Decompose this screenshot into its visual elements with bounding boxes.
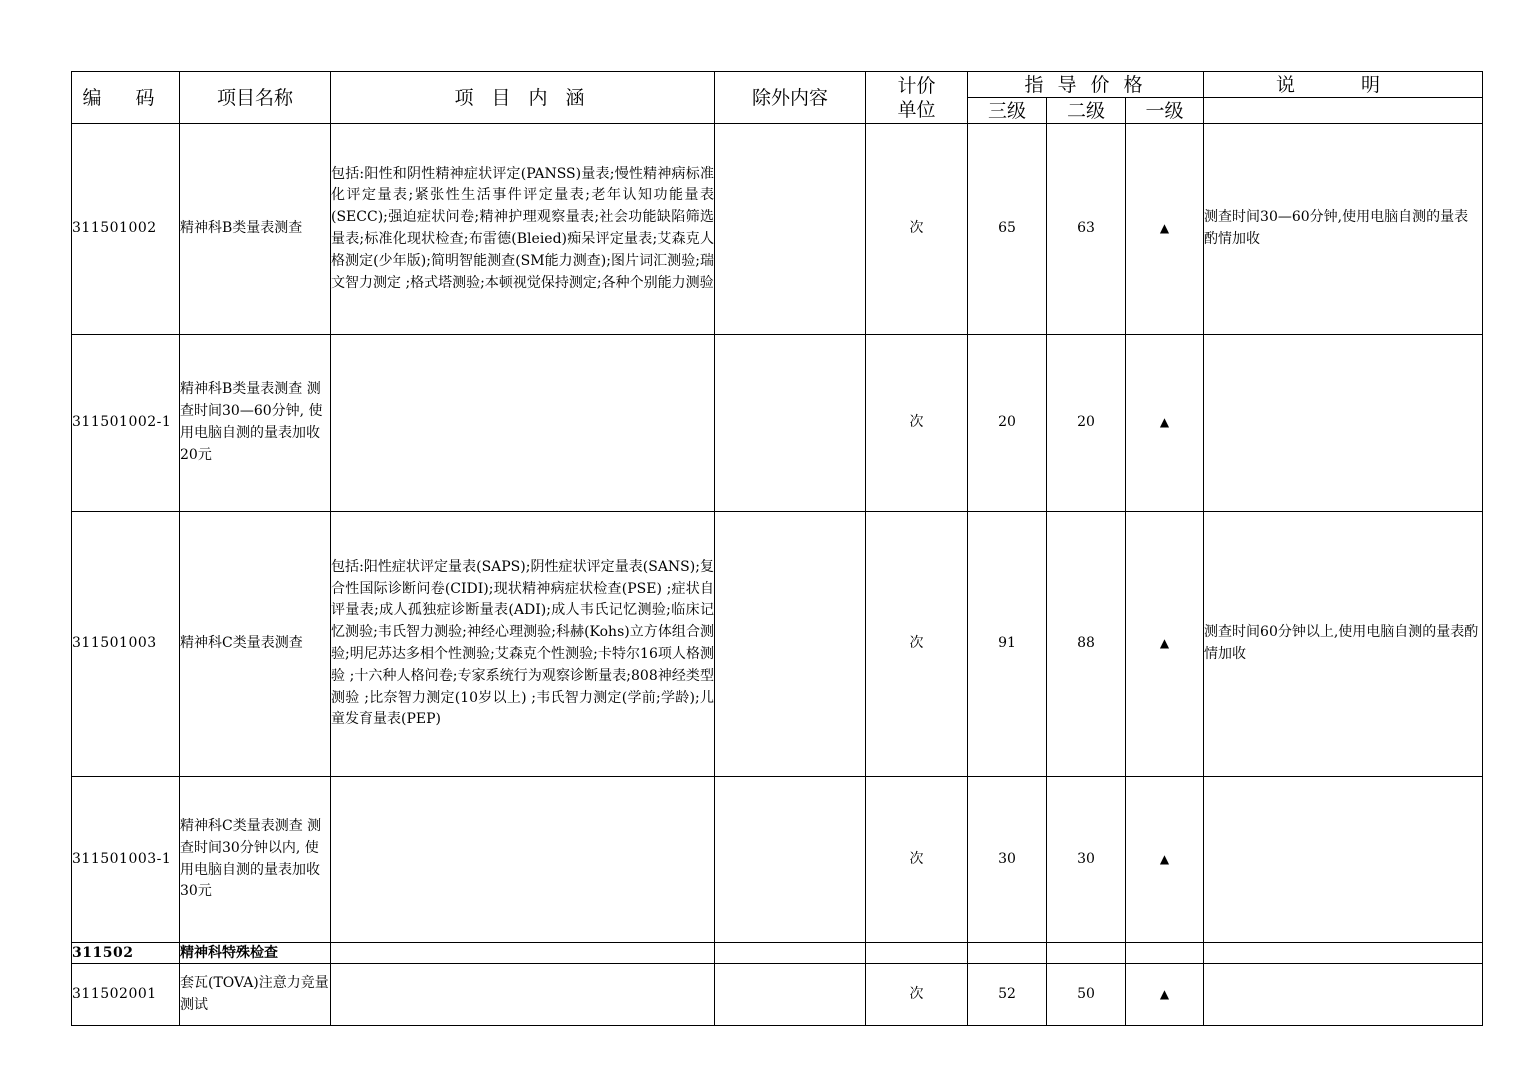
section-row (72, 943, 1483, 964)
header-price-group: 指 导 价 格 (968, 72, 1204, 98)
section-blank (1126, 943, 1204, 964)
table-row (72, 512, 1483, 777)
row-code: 311502001 (72, 964, 180, 1026)
header-note: 说 明 (1204, 72, 1483, 98)
row-name: 精神科B类量表测查 测查时间30—60分钟, 使用电脑自测的量表加收20元 (180, 335, 331, 512)
row-name: 精神科C类量表测查 (180, 512, 331, 777)
row-level2: 20 (1047, 335, 1126, 512)
row-level3: 20 (968, 335, 1047, 512)
row-code: 311501002-1 (72, 335, 180, 512)
row-level1: ▲ (1126, 335, 1204, 512)
header-note-blank (1204, 98, 1483, 124)
row-level2: 50 (1047, 964, 1126, 1026)
row-level1: ▲ (1126, 512, 1204, 777)
row-scope: 包括:阳性症状评定量表(SAPS);阴性症状评定量表(SANS);复合性国际诊断问卷(CIDI);现状精神病症状检查(PSE) ;症状自评量表;成人孤独症诊断量表(ADI);成人韦氏记忆测验;临床记忆测验;韦氏智力测验;神经心理测验;科赫(Kohs)立方体组合测验;明尼苏达多相个性测验;艾森克个性测验;卡特尔16项人格测验 ;十六种人格问卷;专家系统行为观察诊断量表;808神经类型测验 ;比奈智力测定(10岁以上) ;韦氏智力测定(学前;学龄);儿童发育量表(PEP) (331, 512, 715, 777)
table-row (72, 777, 1483, 943)
row-note (1204, 335, 1483, 512)
row-name: 精神科B类量表测查 (180, 124, 331, 335)
row-level3: 65 (968, 124, 1047, 335)
header-level3: 三级 (968, 98, 1047, 124)
row-level2: 63 (1047, 124, 1126, 335)
table-row (72, 964, 1483, 1026)
section-name: 精神科特殊检查 (180, 943, 331, 964)
row-level1: ▲ (1126, 964, 1204, 1026)
row-note: 测查时间30—60分钟,使用电脑自测的量表酌情加收 (1204, 124, 1483, 335)
row-code: 311501003-1 (72, 777, 180, 943)
row-scope (331, 777, 715, 943)
row-level1: ▲ (1126, 777, 1204, 943)
row-level2: 88 (1047, 512, 1126, 777)
row-unit: 次 (866, 964, 968, 1026)
header-unit (866, 72, 968, 124)
table-row (72, 124, 1483, 335)
header-name: 项目名称 (180, 72, 331, 124)
section-code: 311502 (72, 943, 180, 964)
row-level3: 52 (968, 964, 1047, 1026)
row-scope: 包括:阳性和阴性精神症状评定(PANSS)量表;慢性精神病标准化评定量表;紧张性生活事件评定量表;老年认知功能量表(SECC);强迫症状问卷;精神护理观察量表;社会功能缺陷筛选量表;标准化现状检查;布雷德(Bleied)痴呆评定量表;艾森克人格测定(少年版);简明智能测查(SM能力测查);图片词汇测验;瑞文智力测定 ;格式塔测验;本顿视觉保持测定;各种个别能力测验 (331, 124, 715, 335)
row-scope (331, 335, 715, 512)
row-unit: 次 (866, 335, 968, 512)
row-exclusions (715, 335, 866, 512)
row-exclusions (715, 124, 866, 335)
row-exclusions (715, 512, 866, 777)
header-scope: 项 目 内 涵 (331, 72, 715, 124)
row-level1: ▲ (1126, 124, 1204, 335)
row-level2: 30 (1047, 777, 1126, 943)
row-name: 精神科C类量表测查 测查时间30分钟以内, 使用电脑自测的量表加收30元 (180, 777, 331, 943)
row-unit: 次 (866, 512, 968, 777)
row-code: 311501002 (72, 124, 180, 335)
row-exclusions (715, 964, 866, 1026)
section-blank (1204, 943, 1483, 964)
header-level1: 一级 (1126, 98, 1204, 124)
header-code: 编 码 (72, 72, 180, 124)
row-note: 测查时间60分钟以上,使用电脑自测的量表酌情加收 (1204, 512, 1483, 777)
price-table (71, 71, 1483, 1026)
section-blank (968, 943, 1047, 964)
section-blank (1047, 943, 1126, 964)
header-exclusions: 除外内容 (715, 72, 866, 124)
row-note (1204, 964, 1483, 1026)
row-level3: 30 (968, 777, 1047, 943)
table-row (72, 335, 1483, 512)
row-code: 311501003 (72, 512, 180, 777)
row-note (1204, 777, 1483, 943)
row-scope (331, 964, 715, 1026)
row-name: 套瓦(TOVA)注意力竞量测试 (180, 964, 331, 1026)
section-blank (866, 943, 968, 964)
row-unit: 次 (866, 777, 968, 943)
header-level2: 二级 (1047, 98, 1126, 124)
section-blank (331, 943, 715, 964)
header-unit-text: 计价单位 (897, 74, 936, 121)
section-blank (715, 943, 866, 964)
row-exclusions (715, 777, 866, 943)
row-unit: 次 (866, 124, 968, 335)
row-level3: 91 (968, 512, 1047, 777)
